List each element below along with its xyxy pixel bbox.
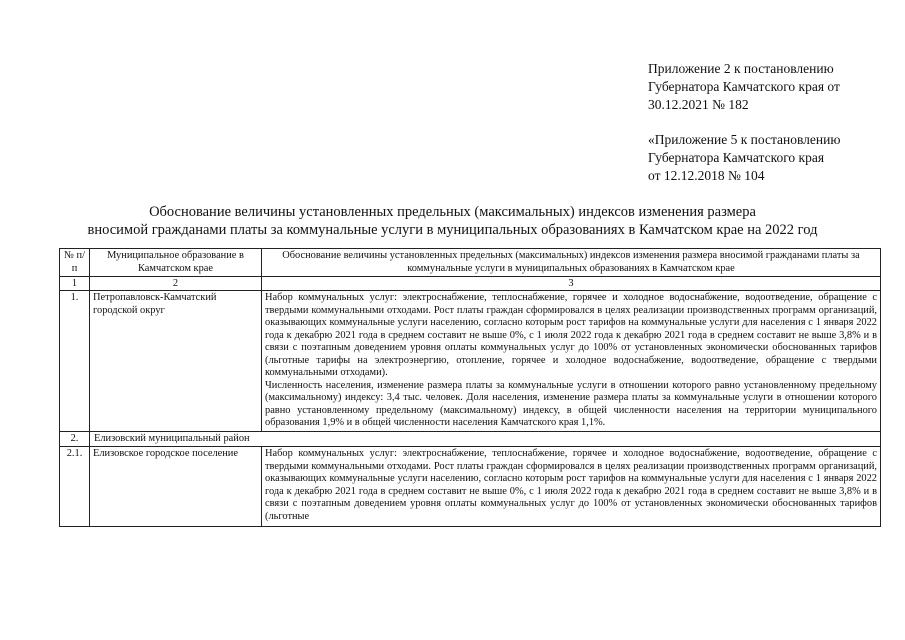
- justification-table: [59, 248, 881, 527]
- annex-line: Приложение 2 к постановлению: [648, 61, 834, 76]
- table-row: [60, 447, 881, 527]
- column-number: 3: [262, 277, 881, 291]
- column-number: 2: [90, 277, 262, 291]
- row-number: 2.: [60, 431, 90, 447]
- justification-text: [262, 291, 881, 432]
- row-number: 1.: [60, 291, 90, 432]
- municipality-name: Петропавловск-Камчатский городской округ: [90, 291, 262, 432]
- annex-reference-second: [648, 131, 840, 185]
- justification-text: [262, 447, 881, 527]
- municipality-name: Елизовское городское поселение: [90, 447, 262, 527]
- document-title: [0, 203, 905, 239]
- annex-line: Губернатора Камчатского края от: [648, 79, 840, 94]
- justification-paragraph: Набор коммунальных услуг: электроснабжение, теплоснабжение, горячее и холодное водоснабжение, водоотведение, обращение с твердыми коммунальными отходами. Рост платы граждан сформировался в целях реализации производственных программ организаций, оказывающих коммунальные услуги населению, согласно которым рост тарифов на коммунальные услуги для населения с 1 января 2022 года к декабрю 2021 года в среднем составит не выше 0%, с 1 июля 2022 года к декабрю 2021 года в среднем составит не выше 3,8% и в связи с поэтапным доведением уровня оплаты коммунальных услуг до 100% от установленных экономически обоснованных тарифов (льготные: [265, 448, 877, 522]
- annex-line: «Приложение 5 к постановлению: [648, 132, 841, 147]
- header-number: № п/п: [60, 249, 90, 277]
- title-line-1: Обоснование величины установленных предельных (максимальных) индексов изменения размера: [149, 204, 756, 220]
- header-municipality: Муниципальное образование в Камчатском крае: [90, 249, 262, 277]
- annex-line: 30.12.2021 № 182: [648, 97, 749, 112]
- title-line-2: вносимой гражданами платы за коммунальные услуги в муниципальных образованиях в Камчатском крае на 2022 год: [87, 222, 818, 238]
- district-name: Елизовский муниципальный район: [90, 431, 881, 447]
- justification-paragraph: Набор коммунальных услуг: электроснабжение, теплоснабжение, горячее и холодное водоснабжение, водоотведение, обращение с твердыми коммунальными отходами. Рост платы граждан сформировался в целях реализации производственных программ организаций, оказывающих коммунальные услуги населению, согласно которым рост тарифов на коммунальные услуги для населения с 1 января 2022 года к декабрю 2021 года в среднем составит не выше 0%, с 1 июля 2022 года к декабрю 2021 года в среднем составит не выше 3,8% и в связи с поэтапным доведением уровня оплаты коммунальных услуг до 100% от установленных экономически обоснованных тарифов (льготные тарифы на электроэнергию, отопление, горячее и холодное водоснабжение, водоотведение, обращение с твердыми коммунальными отходами).: [265, 292, 877, 378]
- column-number: 1: [60, 277, 90, 291]
- table-row: [60, 291, 881, 432]
- column-number-row: [60, 277, 881, 291]
- header-justification: Обоснование величины установленных предельных (максимальных) индексов изменения размера вносимой гражданами платы за коммунальные услуги в муниципальных образованиях в Камчатском крае: [262, 249, 881, 277]
- annex-line: от 12.12.2018 № 104: [648, 168, 765, 183]
- table-header-row: [60, 249, 881, 277]
- row-number: 2.1.: [60, 447, 90, 527]
- annex-line: Губернатора Камчатского края: [648, 150, 825, 165]
- table-row: [60, 431, 881, 447]
- annex-reference-top: [648, 60, 840, 114]
- justification-paragraph: Численность населения, изменение размера платы за коммунальные услуги в отношении которого равно установленному предельному (максимальному) индексу: 3,4 тыс. человек. Доля населения, изменение размера платы за коммунальные услуги в отношении которого равно установленному предельному (максимальному) индексу, в общей численности населения на территории муниципального образования 1,9% и в общей численности населения Камчатского края 1,1%.: [265, 379, 877, 428]
